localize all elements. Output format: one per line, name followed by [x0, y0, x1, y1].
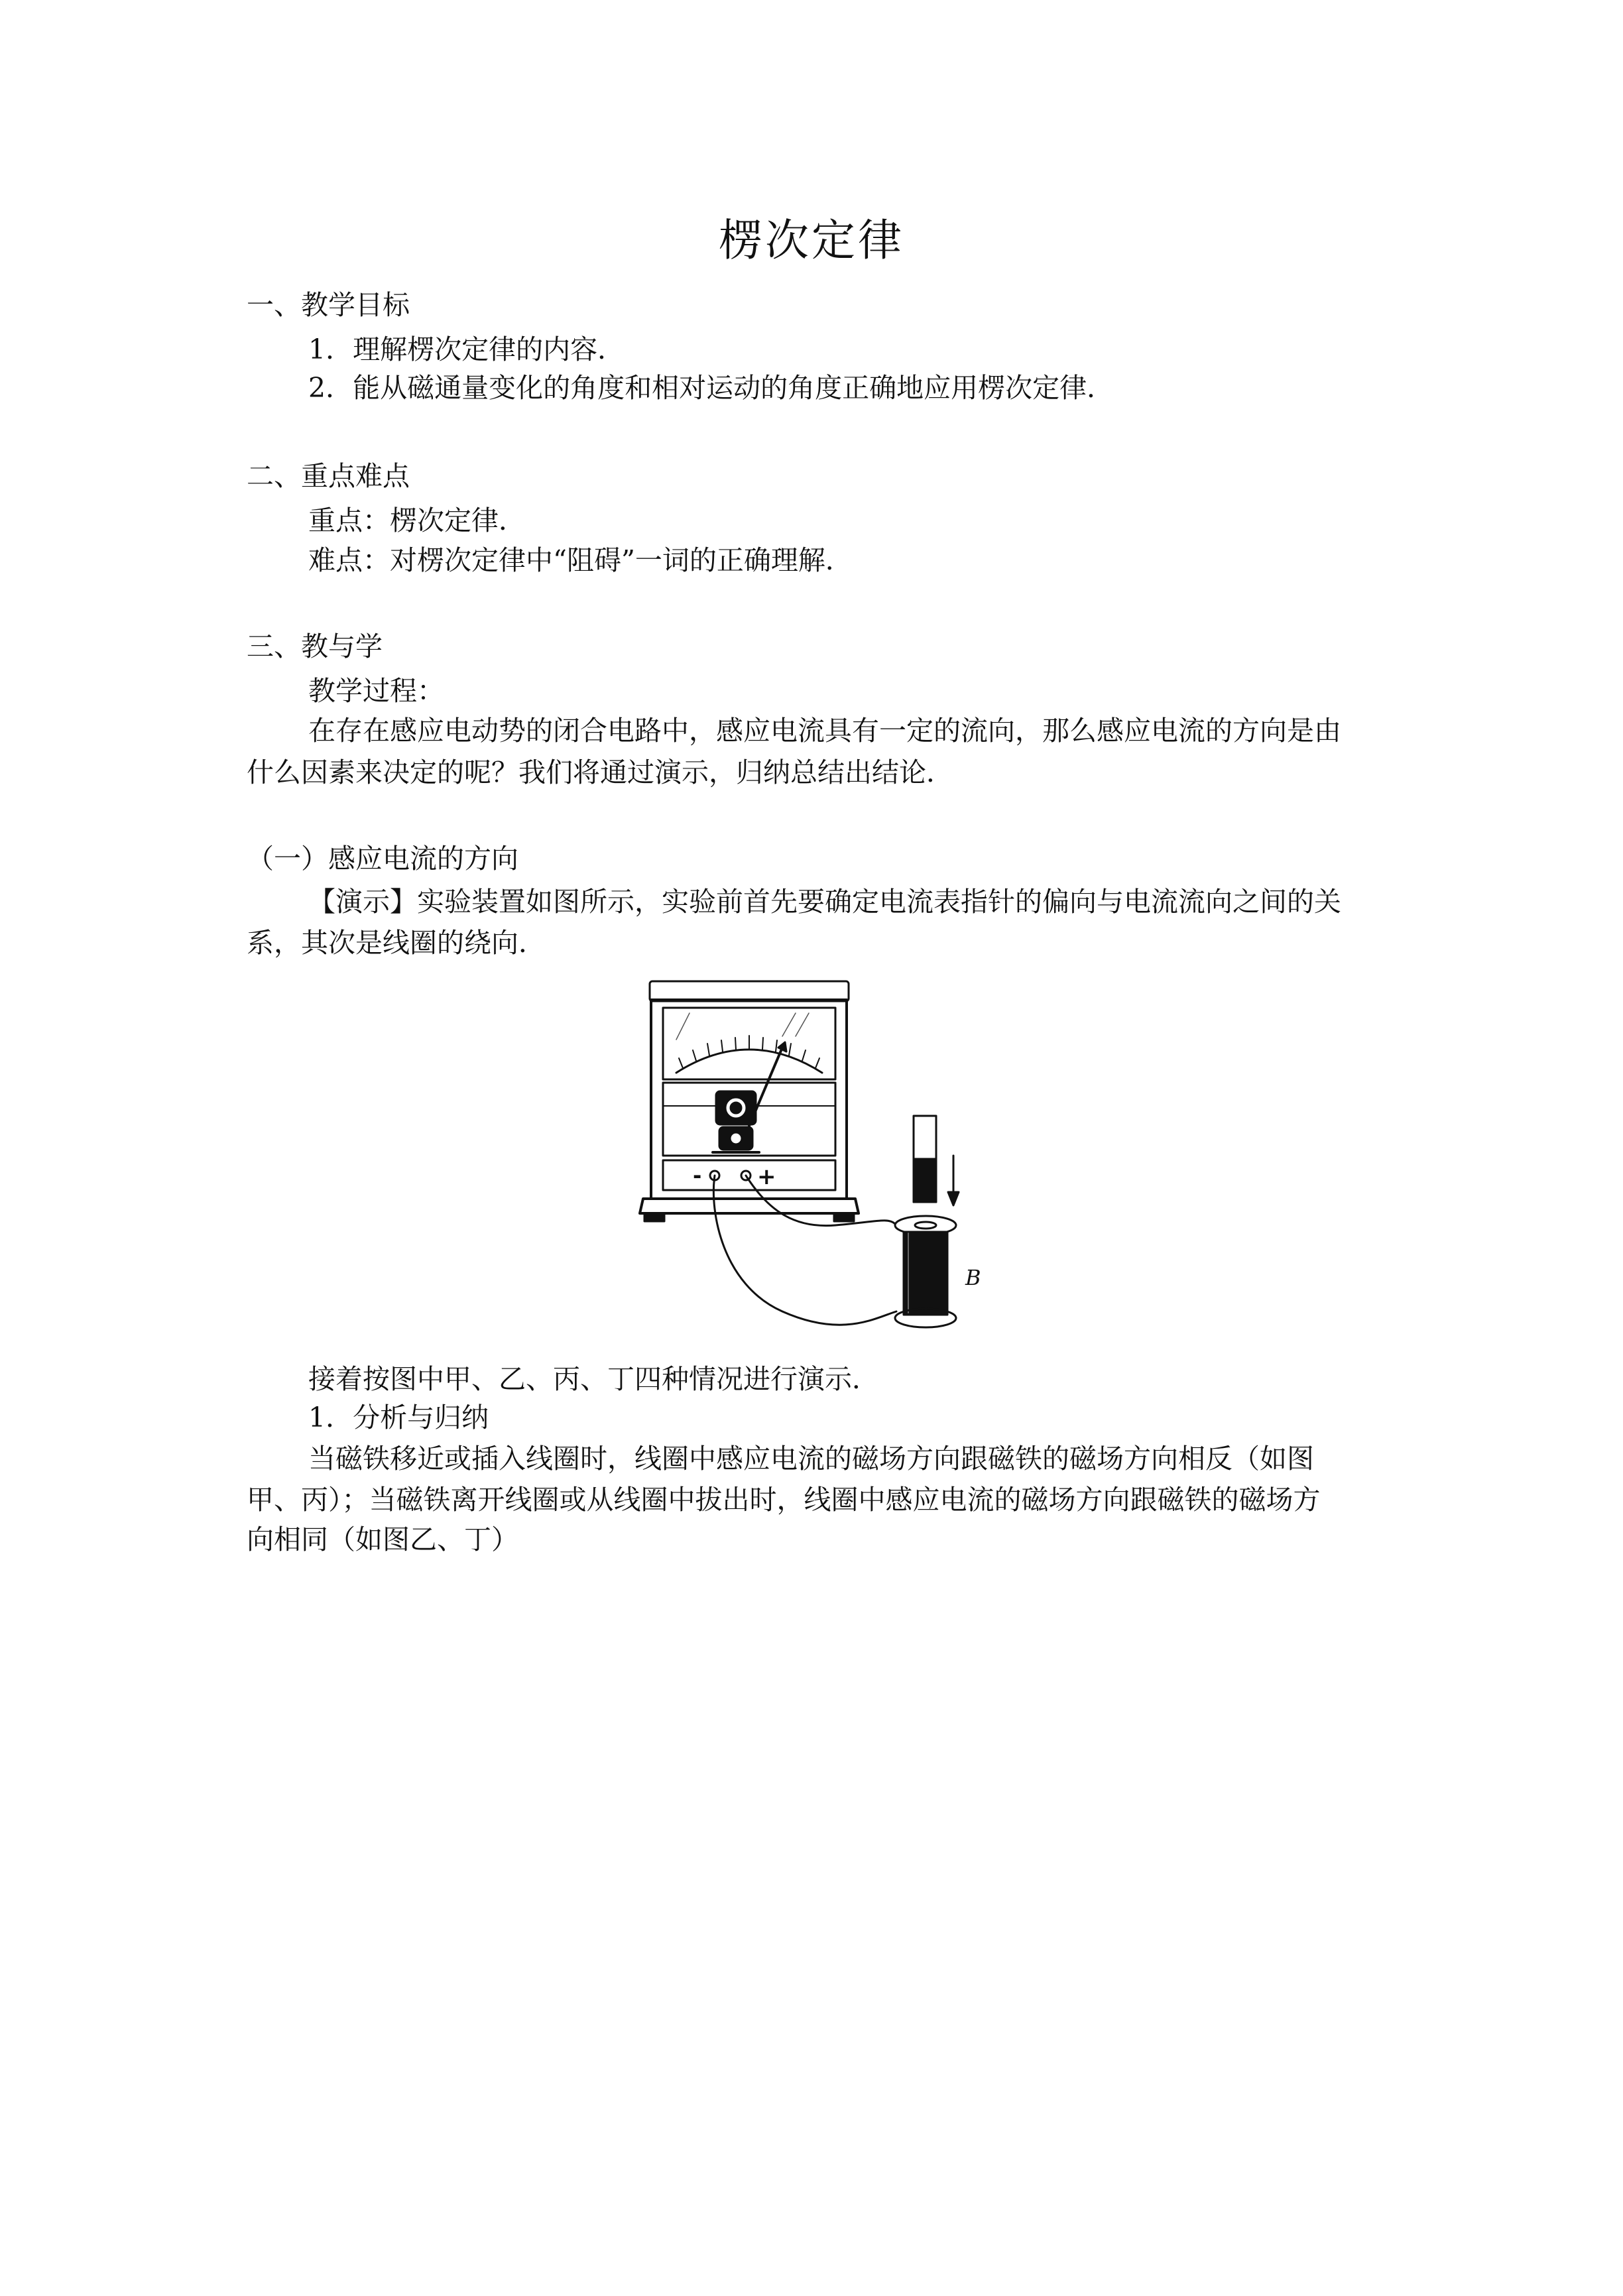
analysis-paragraph-line-2: 甲、丙）；当磁铁离开线圈或从线圈中拔出时，线圈中感应电流的磁场方向跟磁铁的磁场方	[247, 1484, 1321, 1516]
terminal-minus-label: -	[693, 1163, 702, 1188]
intro-paragraph-line-1: 在存在感应电动势的闭合电路中，感应电流具有一定的流向，那么感应电流的方向是由	[308, 715, 1341, 747]
difficulty-line: 难点：对楞次定律中“阻碍”一词的正确理解．	[308, 544, 853, 576]
key-point-line: 重点：楞次定律．	[308, 505, 526, 536]
analysis-paragraph-line-1: 当磁铁移近或插入线圈时，线圈中感应电流的磁场方向跟磁铁的磁场方向相反（如图	[308, 1443, 1314, 1475]
demo-paragraph-line-2: 系，其次是线圈的绕向．	[247, 927, 546, 959]
demo-cases-line: 接着按图中甲、乙、丙、丁四种情况进行演示．	[308, 1363, 879, 1395]
subsection-heading-current-direction: （一）感应电流的方向	[247, 843, 518, 875]
meter-scale-ticks	[679, 1036, 819, 1068]
meter-terminal-board	[663, 1160, 835, 1190]
page-title: 楞次定律	[719, 215, 904, 266]
objective-item-1: 1．理解楞次定律的内容．	[308, 333, 625, 365]
magnet-south-pole	[914, 1159, 936, 1202]
section-heading-objectives: 一、教学目标	[247, 289, 410, 321]
meter-glass-glare	[676, 1013, 809, 1040]
bar-magnet	[914, 1116, 936, 1202]
meter-base	[640, 1199, 859, 1213]
meter-scale-arc	[676, 1050, 822, 1073]
meter-mechanism	[713, 1091, 759, 1152]
section-heading-key-points: 二、重点难点	[247, 460, 410, 492]
process-label: 教学过程：	[308, 675, 444, 707]
section-heading-teaching: 三、教与学	[247, 631, 383, 662]
coil	[895, 1216, 956, 1327]
terminal-plus-label: +	[757, 1164, 776, 1190]
analysis-heading: 1．分析与归纳	[308, 1402, 489, 1433]
demo-paragraph-line-1: 【演示】实验装置如图所示，实验前首先要确定电流表指针的偏向与电流流向之间的关	[308, 886, 1341, 918]
analysis-paragraph-line-3: 向相同（如图乙、丁）	[247, 1524, 518, 1555]
coil-winding	[904, 1232, 947, 1315]
intro-paragraph-line-2: 什么因素来决定的呢？我们将通过演示，归纳总结出结论．	[247, 756, 953, 788]
meter-top-rail	[650, 981, 849, 1001]
experiment-figure	[636, 973, 994, 1345]
objective-item-2: 2．能从磁通量变化的角度和相对运动的角度正确地应用楞次定律．	[308, 372, 1114, 404]
down-arrow-icon	[948, 1156, 959, 1205]
galvanometer	[640, 981, 859, 1221]
coil-label: B	[965, 1265, 981, 1290]
meter-needle-tip	[778, 1042, 786, 1052]
